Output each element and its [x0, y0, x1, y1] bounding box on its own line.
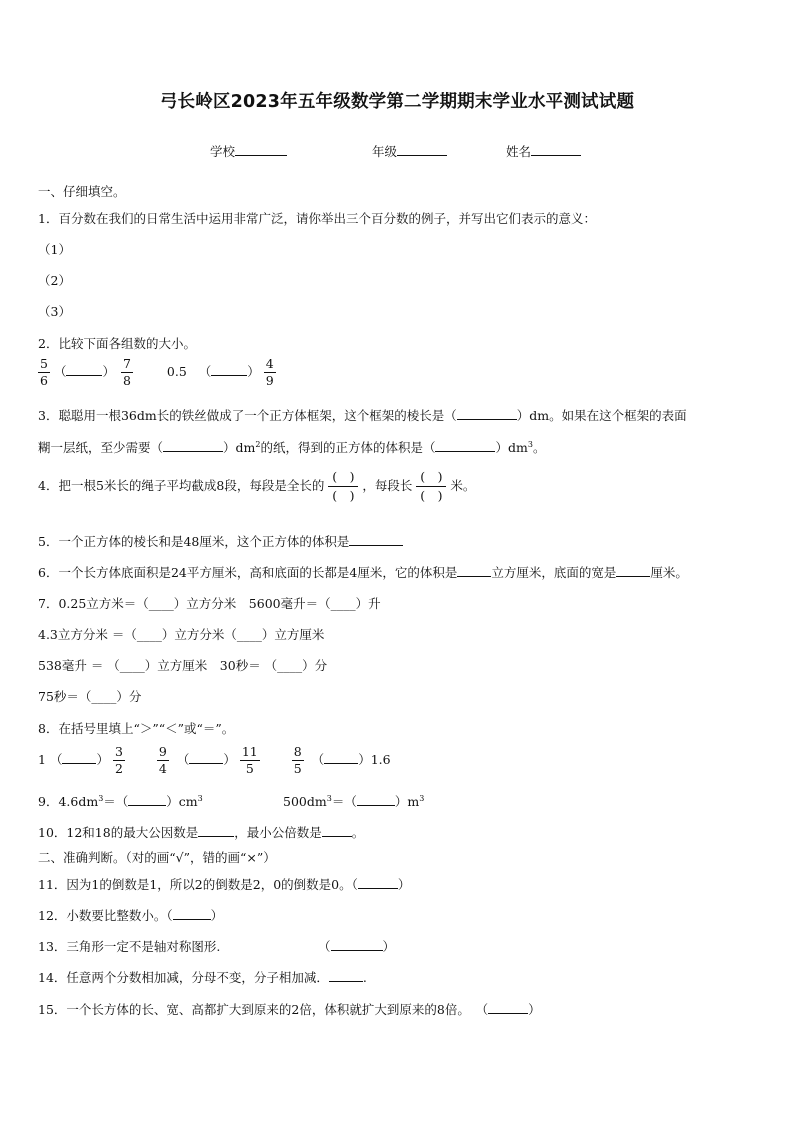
q14-blank[interactable]	[329, 969, 363, 982]
q13-row: 13．三角形一定不是轴对称图形.	[38, 939, 221, 954]
q4-fraction-blank-1[interactable]: ( ) ( )	[328, 468, 358, 505]
q9-row: 9．$4.6dm^3=$（ ）$cm^3$	[38, 793, 203, 809]
q9-blank-1[interactable]	[128, 793, 166, 806]
name-field	[506, 142, 581, 160]
school-label: 学校	[210, 144, 236, 159]
q7-line-2: 4.3立方分米 ＝（____）立方分米（____）立方厘米	[38, 627, 325, 642]
q3-blank-volume[interactable]	[435, 439, 495, 452]
q8-text: 8．在括号里填上“＞”“＜”或“＝”。	[38, 721, 235, 736]
q11-blank[interactable]	[358, 876, 398, 889]
q2-answer-blank-2[interactable]	[211, 363, 247, 376]
q8-blank-2[interactable]	[189, 751, 223, 764]
name-label: 姓名	[506, 144, 532, 159]
q12-row: 12．小数要比整数小。（ ）	[38, 908, 224, 923]
q3-blank-area[interactable]	[163, 439, 223, 452]
q10-blank-lcm[interactable]	[322, 824, 352, 837]
q1-item-2: （2）	[38, 273, 71, 288]
grade-field	[372, 142, 447, 160]
q7-line-3: 538毫升 ＝ （____）立方厘米 30秒＝ （____）分	[38, 658, 328, 673]
q2-fraction-1: $\frac{5}{6}$	[40, 356, 48, 388]
q1-item-1: （1）	[38, 242, 71, 257]
q11-row: 11．因为1的倒数是1，所以2的倒数是2，0的倒数是0。（ ）	[38, 877, 411, 892]
school-blank[interactable]	[235, 143, 287, 156]
q2-text: 2．比较下面各组数的大小。	[38, 336, 196, 351]
grade-blank[interactable]	[397, 143, 447, 156]
q5-row: 5．一个正方体的棱长和是48厘米，这个正方体的体积是	[38, 532, 403, 550]
q6-blank-width[interactable]	[616, 564, 650, 577]
q9-blank-2[interactable]	[357, 793, 395, 806]
section2-heading: 二、准确判断。（对的画“√”，错的画“×”）	[38, 850, 276, 865]
q15-blank[interactable]	[488, 1001, 528, 1014]
q8-fraction-b: $\frac{9}{4}$	[158, 744, 167, 776]
grade-label: 年级	[372, 144, 398, 159]
q12-blank[interactable]	[173, 907, 211, 920]
q2-fraction-2: $\frac{7}{8}$	[122, 356, 131, 388]
q4-fraction-blank-2[interactable]: ( ) ( )	[416, 468, 446, 505]
q9-row-b: $500dm^3=$（ ）$m^3$	[283, 793, 425, 809]
q1-text: 1．百分数在我们的日常生活中运用非常广泛，请你举出三个百分数的例子，并写出它们表示的意义：	[38, 211, 596, 226]
q14-row: 14．任意两个分数相加减，分母不变，分子相加减． .	[38, 970, 367, 985]
q10-blank-gcd[interactable]	[198, 824, 234, 837]
school-field	[210, 142, 287, 160]
q3-line-1: 3．聪聪用一根36dm长的铁丝做成了一个正方体框架，这个框架的棱长是（ ）dm。如果在这个框架的表面	[38, 408, 687, 423]
name-blank[interactable]	[531, 143, 581, 156]
q6-row: 6．一个长方体底面积是24平方厘米，高和底面的长都是4厘米，它的体积是 立方厘米，底面的宽是 厘米。	[38, 565, 688, 580]
q13-blank[interactable]	[331, 938, 383, 951]
q8-row: 1 （ ） $\frac{3}{2}$ $\frac{9}{4}$ （ ） $\frac{11}{5}$ $\frac{8}{5}$ （ ）1.6	[38, 744, 391, 776]
q3-blank-edge[interactable]	[457, 407, 517, 420]
q8-blank-3[interactable]	[324, 751, 358, 764]
q6-blank-volume[interactable]	[457, 564, 491, 577]
q13-answer: （ ）	[318, 939, 396, 954]
page-title: 弓长岭区2023年五年级数学第二学期期末学业水平测试试题	[159, 92, 635, 112]
q2-row: $\frac{5}{6}$ （ ） $\frac{7}{8}$ 0.5 （ ） $\frac{4}{9}$	[40, 356, 274, 388]
section1-heading: 一、仔细填空。	[38, 184, 126, 199]
q10-row: 10．12和18的最大公因数是 ，最小公倍数是 。	[38, 825, 365, 840]
q2-fraction-3: $\frac{4}{9}$	[265, 356, 274, 388]
q5-blank[interactable]	[349, 533, 403, 546]
q7-line-4: 75秒＝（____）分	[38, 689, 142, 704]
q7-line-1: 7．0.25立方米＝（____）立方分米 5600毫升＝（____）升	[38, 596, 381, 611]
q15-row: 15．一个长方体的长、宽、高都扩大到原来的2倍，体积就扩大到原来的8倍。 （ ）	[38, 1002, 541, 1017]
q8-fraction-d: $\frac{8}{5}$	[293, 744, 302, 776]
q8-fraction-c: $\frac{11}{5}$	[241, 744, 258, 776]
q1-item-3: （3）	[38, 304, 71, 319]
q2-answer-blank-1[interactable]	[66, 363, 102, 376]
q2-decimal: 0.5	[166, 364, 187, 379]
q3-line-2: 糊一层纸，至少需要（ ）$dm^2$的纸，得到的正方体的体积是（ ）$dm^3$。	[38, 439, 546, 455]
q4-row: 4．把一根5米长的绳子平均截成8段，每段是全长的 ( ) ( ) ，每段长 ( ) ( ) 米。	[38, 469, 476, 503]
q8-fraction-a: $\frac{3}{2}$	[114, 744, 123, 776]
q8-blank-1[interactable]	[62, 751, 96, 764]
